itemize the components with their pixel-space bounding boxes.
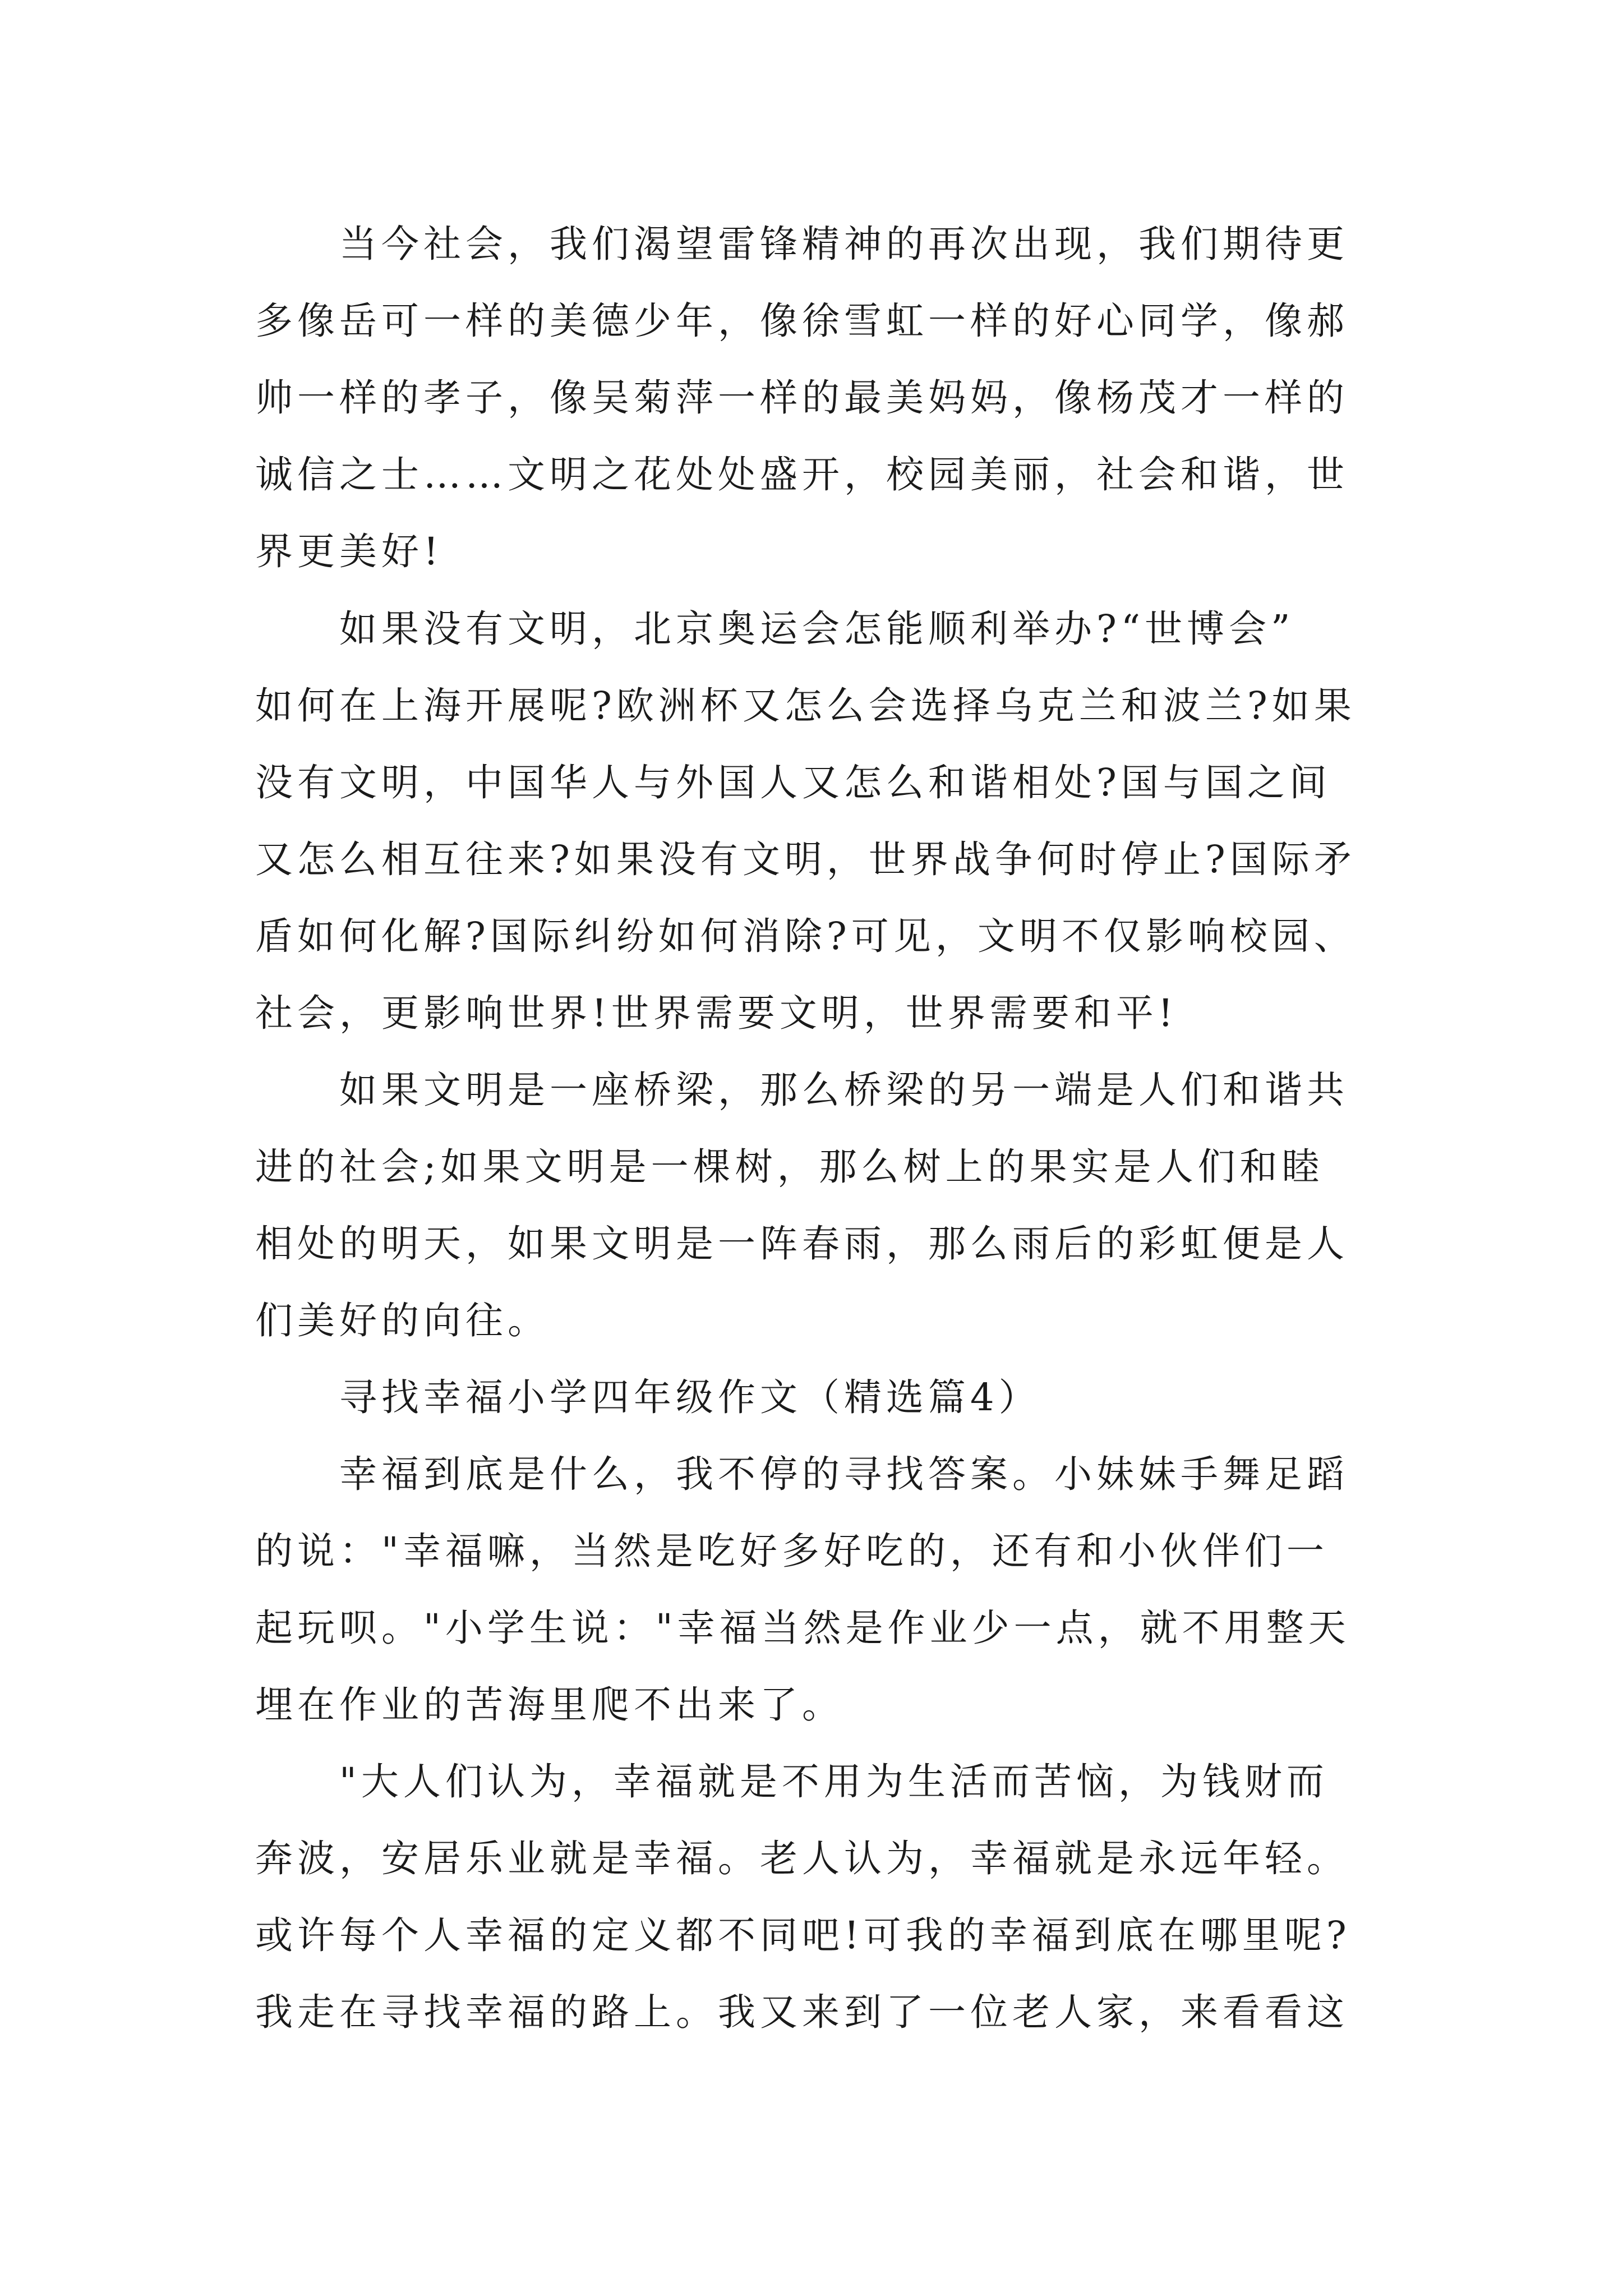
paragraph-line: 诚信之士……文明之花处处盛开，校园美丽，社会和谐，世 (255, 453, 1349, 496)
paragraph-line: 盾如何化解?国际纠纷如何消除?可见，文明不仅影响校园、 (255, 914, 1356, 958)
paragraph-line: 多像岳可一样的美德少年，像徐雪虹一样的好心同学，像郝 (255, 299, 1349, 343)
paragraph-line: 相处的明天，如果文明是一阵春雨，那么雨后的彩虹便是人 (255, 1222, 1349, 1266)
paragraph-line: 又怎么相互往来?如果没有文明，世界战争何时停止?国际矛 (255, 838, 1356, 881)
paragraph-line: 埋在作业的苦海里爬不出来了。 (255, 1683, 844, 1727)
paragraph-line: 社会，更影响世界!世界需要文明，世界需要和平! (255, 991, 1178, 1035)
paragraph-line: 如何在上海开展呢?欧洲杯又怎么会选择乌克兰和波兰?如果 (255, 684, 1356, 728)
paragraph-line: 如果没有文明，北京奥运会怎能顺利举办?“世博会” (339, 607, 1295, 651)
paragraph-line: "大人们认为，幸福就是不用为生活而苦恼，为钱财而 (339, 1760, 1329, 1803)
paragraph-line: 界更美好! (255, 530, 443, 573)
paragraph-line: 们美好的向往。 (255, 1299, 550, 1342)
paragraph-line: 进的社会;如果文明是一棵树，那么树上的果实是人们和睦 (255, 1145, 1324, 1189)
paragraph-line: 奔波，安居乐业就是幸福。老人认为，幸福就是永远年轻。 (255, 1837, 1349, 1880)
paragraph-line: 起玩呗。"小学生说："幸福当然是作业少一点，就不用整天 (255, 1606, 1350, 1650)
paragraph-line: 如果文明是一座桥梁，那么桥梁的另一端是人们和谐共 (339, 1068, 1349, 1112)
paragraph-line: 帅一样的孝子，像吴菊萍一样的最美妈妈，像杨茂才一样的 (255, 376, 1349, 420)
paragraph-line: 幸福到底是什么，我不停的寻找答案。小妹妹手舞足蹈 (339, 1452, 1349, 1496)
section-heading: 寻找幸福小学四年级作文（精选篇4） (339, 1375, 1041, 1419)
paragraph-line: 当今社会，我们渴望雷锋精神的再次出现，我们期待更 (339, 222, 1349, 266)
paragraph-line: 我走在寻找幸福的路上。我又来到了一位老人家，来看看这 (255, 1990, 1349, 2034)
paragraph-line: 的说："幸福嘛，当然是吃好多好吃的，还有和小伙伴们一 (255, 1529, 1329, 1573)
paragraph-line: 没有文明，中国华人与外国人又怎么和谐相处?国与国之间 (255, 761, 1331, 804)
paragraph-line: 或许每个人幸福的定义都不同吧!可我的幸福到底在哪里呢? (255, 1913, 1351, 1957)
